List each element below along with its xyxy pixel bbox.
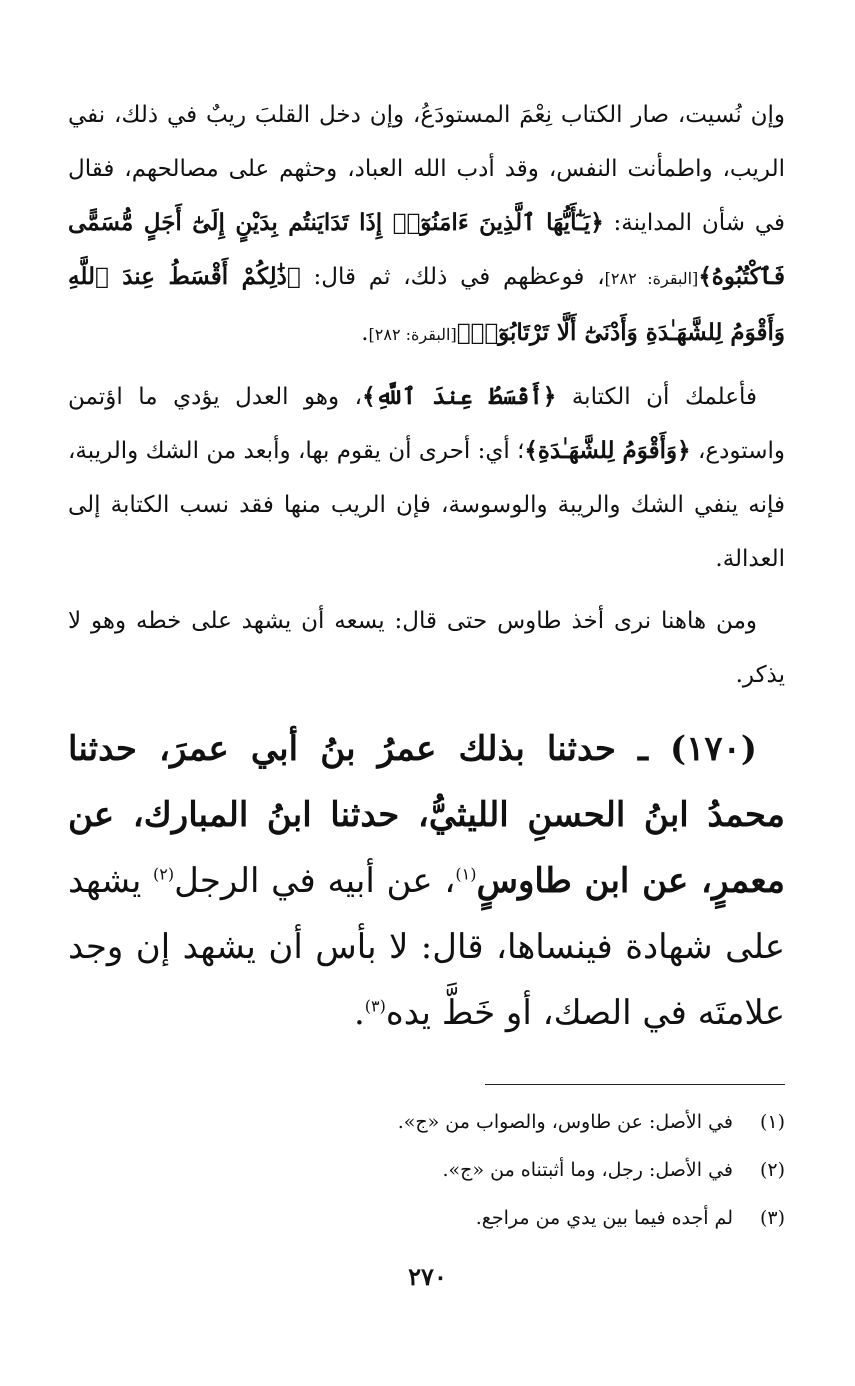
- hadith-text: يشهد على شهادة فينساها، قال: لا بأس أن يشهد إن وجد علامتَه في الصك، أو خَطَّ يده: [68, 861, 785, 1033]
- paragraph-3: [68, 594, 785, 702]
- footnote-2: [68, 1146, 785, 1194]
- quran-verse: ﴿أَقْسَطُ عِندَ ٱللَّهِ﴾: [362, 383, 557, 410]
- text-span: ؛ أي: أحرى أن يقوم بها، وأبعد من الشك والريبة، فإنه ينفي الشك والريبة والوسوسة، فإن الريب منها فقد نسب الكتابة إلى العدالة.: [68, 438, 785, 572]
- footnote-marker: (٣): [364, 996, 386, 1016]
- text-span: فأعلمك أن الكتابة: [556, 384, 758, 410]
- footnotes: [68, 1098, 785, 1242]
- text-span: وإن نُسيت، صار الكتاب نِعْمَ المستودَعُ، وإن دخل القلبَ ريبٌ في ذلك، نفي الريب، واطمأنت النفس، وقد أدب الله العباد، وحثهم على مصالحهم، فقال في شأن المداينة:: [68, 102, 785, 236]
- text-span: ومن هاهنا نرى أخذ طاوس حتى قال: يسعه أن يشهد على خطه وهو لا يذكر.: [68, 608, 785, 688]
- paragraph-1: [68, 88, 785, 362]
- hadith-text: ، عن أبيه في الرجل: [174, 861, 456, 901]
- hadith-narration: [68, 716, 785, 1046]
- footnote-3: [68, 1194, 785, 1242]
- quran-verse: ﴿وَأَقْوَمُ لِلشَّهَـٰدَةِ﴾: [524, 437, 691, 464]
- text-span: ، فوعظهم في ذلك، ثم قال:: [300, 264, 605, 290]
- footnote-text: لم أجده فيما بين يدي من مراجع.: [475, 1207, 733, 1229]
- verse-reference: [البقرة: ٢٨٢]: [368, 325, 457, 344]
- hadith-number: (١٧٠) ـ: [637, 729, 757, 769]
- quran-verse: ﴿يَـٰٓأَيُّهَا ٱلَّذِينَ ءَامَنُوٓا۟ إِذَا تَدَايَنتُم بِدَيْنٍ إِلَىٰٓ أَجَلٍ مُّسَمًّى فَٱكْتُبُوهُ﴾: [68, 209, 786, 290]
- footnote-divider: [485, 1084, 785, 1085]
- footnote-text: في الأصل: رجل، وما أثبتناه من «ج».: [442, 1159, 733, 1181]
- footnote-number: (٣): [759, 1207, 785, 1229]
- footnote-marker: (١): [455, 864, 477, 884]
- text-span: ، وهو العدل يؤدي ما اؤتمن واستودع،: [68, 384, 785, 464]
- quran-verse: ﴿ذَٰلِكُمْ أَقْسَطُ عِندَ ٱللَّهِ وَأَقْوَمُ لِلشَّهَـٰدَةِ وَأَدْنَىٰٓ أَلَّا تَرْتَابُوٓا۟﴾: [68, 263, 785, 346]
- paragraph-2: [68, 370, 785, 586]
- text-span: .: [361, 320, 369, 346]
- hadith-text: .: [353, 993, 365, 1033]
- hadith-text: حدثنا بذلك عمرُ بنُ أبي عمرَ، حدثنا محمدُ ابنُ الحسنِ الليثيُّ، حدثنا ابنُ المبارك، عن معمرٍ، عن ابن طاوسٍ: [68, 729, 785, 901]
- footnote-marker: (٢): [153, 864, 175, 884]
- footnote-number: (٢): [759, 1159, 785, 1181]
- footnote-number: (١): [759, 1111, 785, 1133]
- verse-reference: [البقرة: ٢٨٢]: [604, 269, 699, 288]
- footnote-1: [68, 1098, 785, 1146]
- commentary-text: [68, 88, 785, 702]
- page-number: ٢٧٠: [408, 1262, 447, 1291]
- footnote-text: في الأصل: عن طاوس، والصواب من «ج».: [397, 1111, 733, 1133]
